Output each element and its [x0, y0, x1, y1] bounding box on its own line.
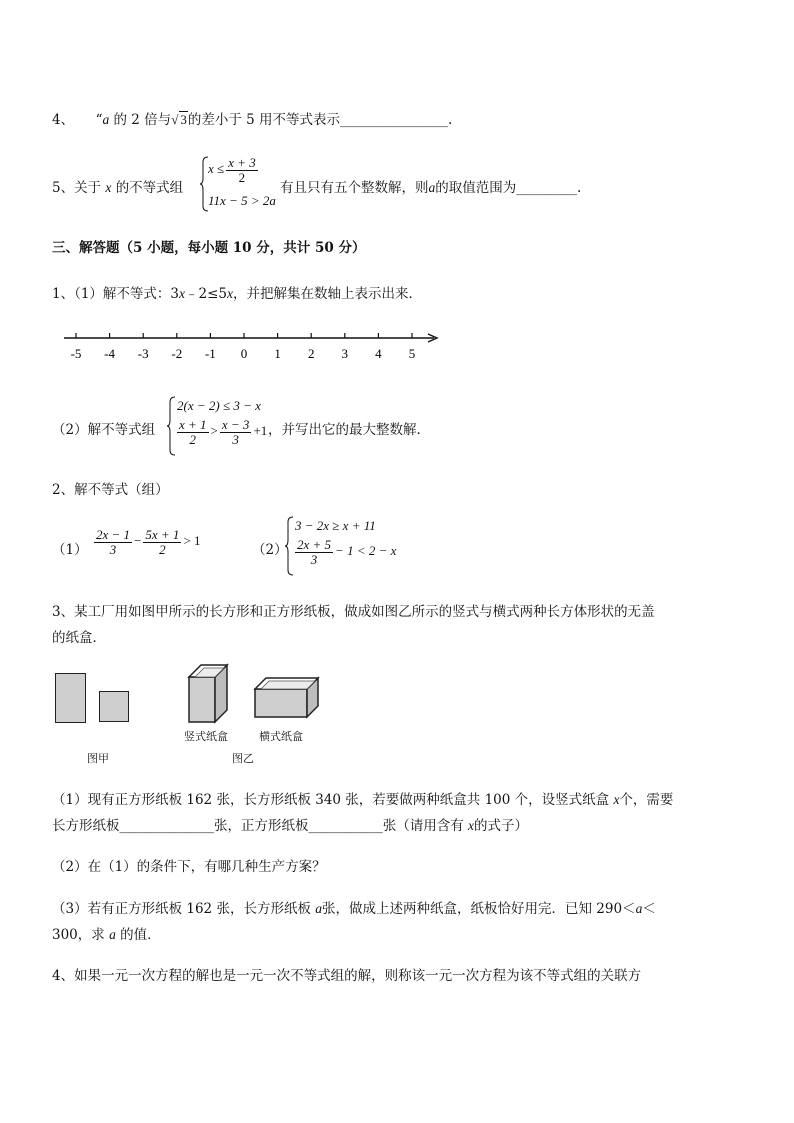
p2-sub1-label: （1） — [52, 542, 88, 558]
q5-answer-blank[interactable]: _________ — [516, 180, 577, 196]
q5-var-x: x — [105, 180, 112, 195]
number-line-tick-label: 5 — [408, 346, 416, 361]
p1-var-x1: x — [179, 286, 186, 301]
sqrt-radicand: 3 — [180, 112, 187, 127]
q5-tail-1: 有且只有五个整数解，则 — [280, 180, 429, 196]
square-board — [99, 691, 129, 722]
p2-title: 2、解不等式（组） — [52, 482, 169, 498]
p2-sub1-frac1-den: 3 — [109, 541, 117, 557]
p2-sub1-minus: − — [134, 533, 142, 549]
number-line-tick-label: -1 — [204, 346, 216, 361]
p2-sub2-frac — [295, 538, 333, 566]
p1-sys-line2 — [175, 418, 267, 446]
p3-q1-line1 — [52, 788, 673, 808]
p1-sys-frac1-den: 2 — [189, 431, 197, 447]
q5-end: . — [577, 180, 582, 196]
p2-sub2-frac-den: 3 — [310, 551, 318, 567]
number-line-tick-label: 3 — [341, 346, 349, 361]
p1-var-x2: x — [227, 286, 234, 301]
p2-sub1-tail: > 1 — [183, 533, 201, 549]
p1-part2-tail: ，并写出它的最大整数解． — [268, 422, 430, 438]
p3-intro-line1: 3、某工厂用如图甲所示的长方形和正方形纸板，做成如图乙所示的竖式与横式两种长方体形状的无盖 — [52, 604, 655, 620]
p3-q1-line2-d: 的式子） — [474, 818, 529, 834]
q5-ineq1 — [208, 156, 260, 184]
rectangle-board — [55, 673, 86, 723]
q4-text-1: 的 2 倍与 — [113, 112, 172, 128]
q4-open-quote: “ — [95, 112, 103, 128]
p3-q3-line2 — [52, 923, 161, 943]
p3-q1-line2-b: 张，正方形纸板 — [214, 818, 309, 834]
q4-number: 4、 — [52, 112, 75, 128]
p1-sys-frac2 — [220, 418, 252, 446]
p3-q3-var-a2: a — [635, 901, 643, 916]
p2-sub2-label: （2） — [252, 542, 288, 558]
number-line-tick-label: 1 — [274, 346, 281, 361]
q5-ineq1-fraction — [226, 156, 258, 184]
p2-sub1-frac2-num: 5x + 1 — [145, 527, 180, 542]
p3-intro-line2: 的纸盒． — [52, 630, 106, 646]
number-line-tick-label: -5 — [70, 346, 82, 361]
number-line-tick-label: 4 — [375, 346, 382, 361]
p3-q1-line2-c: 张（请用含有 — [382, 818, 464, 834]
number-line-ticks — [71, 333, 416, 361]
p3-q1-line1-a: （1）现有正方形纸板 162 张，长方形纸板 340 张，若要做两种纸盒共 100 个，设竖式纸盒 — [52, 792, 610, 808]
number-line-tick-label: -4 — [104, 346, 116, 361]
p1-part1-b: ﹣2≤5 — [185, 286, 228, 302]
sqrt-symbol: √ 3 — [171, 112, 187, 127]
p3-q1-line2 — [52, 814, 528, 834]
p1-sys-op: > — [210, 423, 218, 439]
p3-q3-var-a3: a — [109, 927, 116, 942]
q4-line — [52, 108, 452, 128]
p1-sys-line1: 2(x − 2) ≤ 3 − x — [177, 398, 261, 413]
p1-part1-a: 1、（1）解不等式：3 — [52, 286, 180, 302]
p1-sys-tail: +1 — [253, 423, 268, 439]
p3-q1-var-x2: x — [468, 818, 475, 833]
p3-q3-line2-b: 的值． — [120, 927, 161, 943]
p1-part2-lead: （2）解不等式组 — [52, 422, 156, 438]
p2-sub1-frac2-den: 2 — [159, 541, 166, 557]
p1-sys-frac2-den: 3 — [232, 431, 239, 447]
figure-yi-label: 图乙 — [232, 752, 254, 765]
q4-var-a: a — [102, 112, 110, 127]
section-3-title: 三、解答题（5 小题，每小题 10 分，共计 50 分） — [52, 240, 366, 256]
number-line-tick-label: 2 — [307, 346, 315, 361]
p2-sub2-line1: 3 − 2x ≥ x + 11 — [295, 518, 376, 533]
p1-part1-c: ，并把解集在数轴上表示出来． — [233, 286, 423, 302]
number-line-tick-label: 0 — [240, 346, 248, 361]
q5-ineq2: 11x − 5 > 2a — [208, 193, 276, 208]
p1-sys-frac2-num: x − 3 — [221, 417, 250, 432]
q5-lead — [52, 176, 183, 196]
p2-sub1-frac1 — [94, 528, 132, 556]
q5-var-a: a — [428, 180, 436, 195]
p3-q1-line1-b: 个，需要 — [619, 792, 674, 808]
vertical-box-figure — [185, 662, 231, 724]
p2-sub2-line2 — [293, 538, 396, 566]
p3-q3-line1-a: （3）若有正方形纸板 162 张，长方形纸板 — [52, 901, 311, 917]
p2-sub1-frac1-num: 2x − 1 — [96, 527, 131, 542]
number-line-tick-label: -3 — [137, 346, 149, 361]
figure-jia-label: 图甲 — [87, 752, 109, 765]
q4-end: . — [448, 112, 453, 128]
vertical-box-label: 竖式纸盒 — [184, 730, 228, 743]
p3-q3-var-a: a — [315, 901, 322, 916]
p1-sys-frac1-num: x + 1 — [179, 417, 207, 432]
q5-mid-text: 的不等式组 — [115, 180, 184, 196]
p3-q3-line1 — [52, 897, 656, 917]
p3-q1-blank1[interactable]: ______________ — [119, 818, 214, 834]
number-line-tick-label: -2 — [171, 346, 183, 361]
horizontal-box-label: 横式纸盒 — [259, 730, 303, 743]
p3-q1-line2-a: 长方形纸板 — [52, 818, 120, 834]
q5-tail-2: 的取值范围为 — [435, 180, 517, 196]
q4-answer-blank[interactable]: ________________ — [340, 112, 448, 128]
q5-tail — [280, 176, 581, 196]
p3-q1-var-x: x — [613, 792, 620, 807]
number-line — [62, 326, 452, 368]
p2-sub1-frac2 — [143, 528, 181, 556]
p2-sub2-frac-num: 2x + 5 — [297, 537, 332, 552]
q5-ineq1-denominator: 2 — [238, 169, 246, 185]
p1-part1 — [52, 282, 422, 302]
p1-sys-frac1 — [177, 418, 209, 446]
p2-sub1-expr — [92, 528, 201, 556]
p3-q3-line1-c: ＜ — [642, 901, 656, 917]
p4-text: 4、如果一元一次方程的解也是一元一次不等式组的解，则称该一元一次方程为该不等式组的关联方 — [52, 968, 642, 984]
q5-ineq1-numerator: x + 3 — [228, 155, 256, 170]
p2-sub2-tail: − 1 < 2 − x — [335, 543, 397, 559]
q4-text-2: 的差小于 5 用不等式表示 — [187, 112, 340, 128]
q5-lead-text: 5、关于 — [52, 180, 102, 196]
p3-q2: （2）在（1）的条件下，有哪几种生产方案？ — [52, 859, 326, 875]
p3-q3-line1-b: 张，做成上述两种纸盒，纸板恰好用完．已知 290＜ — [322, 901, 636, 917]
p3-q1-blank2[interactable]: ___________ — [308, 818, 383, 834]
horizontal-box-figure — [252, 674, 322, 720]
q5-ineq1-left: x ≤ — [208, 161, 225, 177]
p3-q3-line2-a: 300，求 — [52, 927, 105, 943]
